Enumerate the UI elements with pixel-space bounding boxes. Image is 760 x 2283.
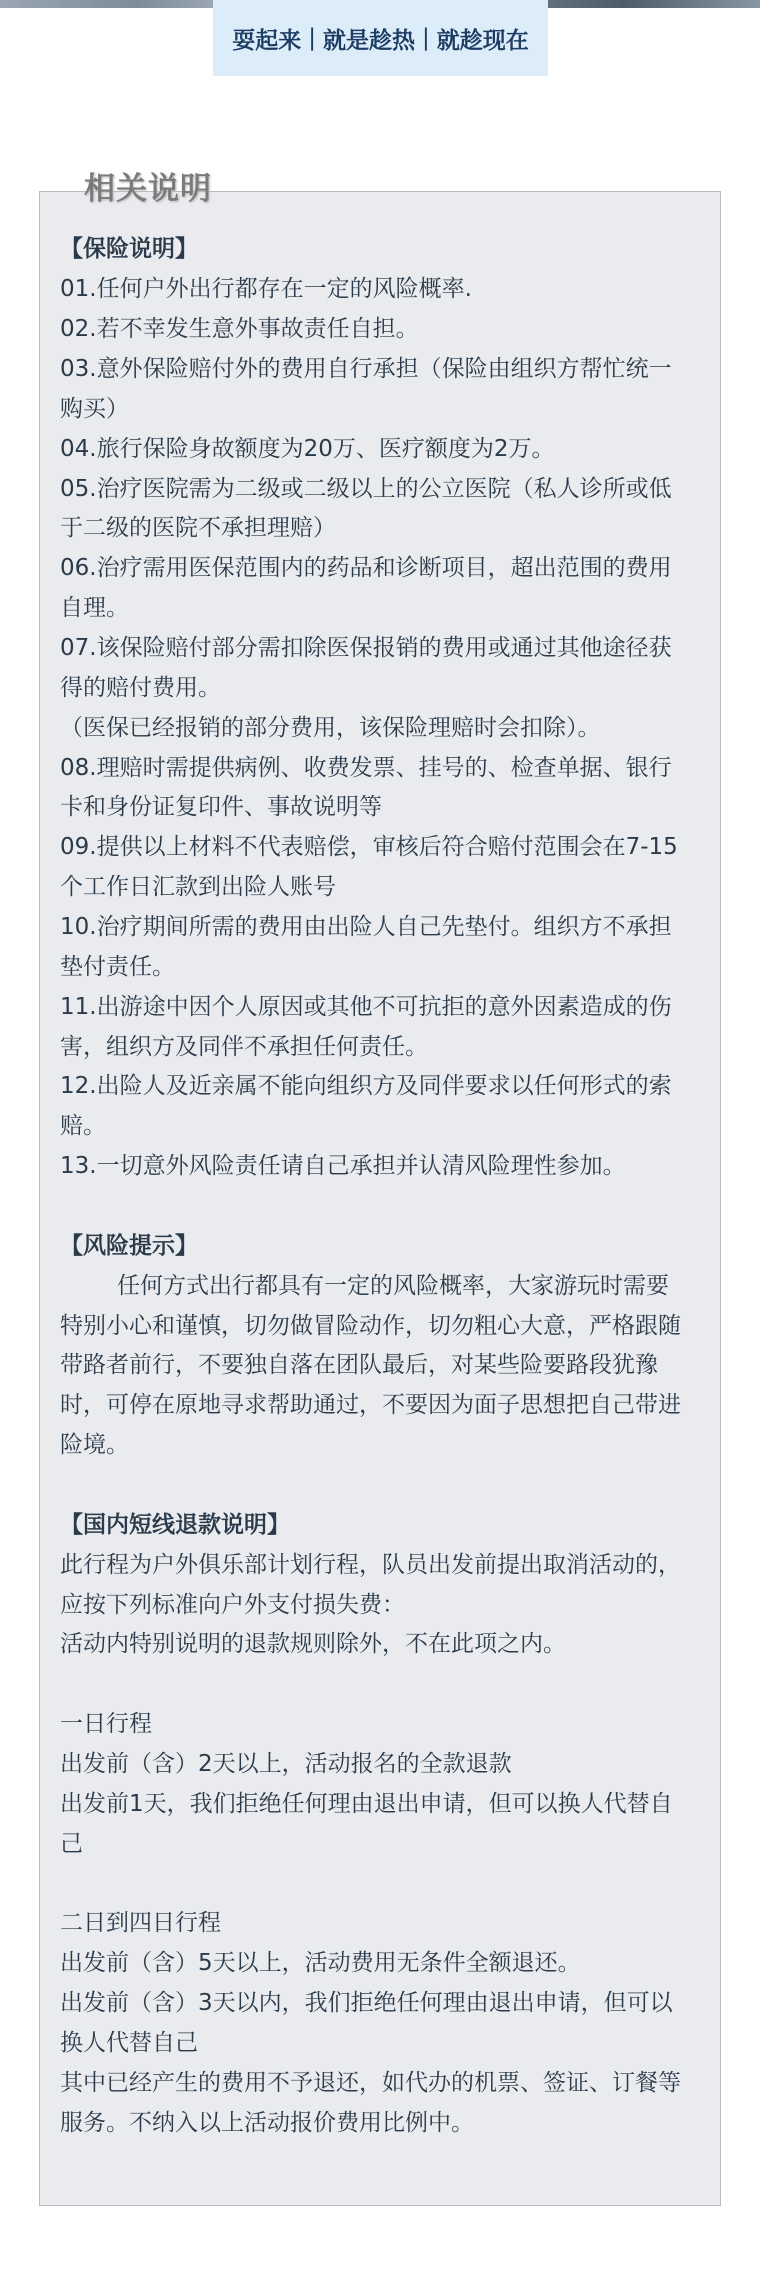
one-day-trip-rules xyxy=(60,1705,720,1864)
insurance-item-line: 10.治疗期间所需的费用由出险人自己先垫付。组织方不承担 xyxy=(60,914,672,940)
insurance-item-line: 12.出险人及近亲属不能向组织方及同伴要求以任何形式的索 xyxy=(60,1073,672,1100)
insurance-item xyxy=(60,350,720,430)
insurance-item xyxy=(60,1147,720,1187)
slogan-part: 就趁现在 xyxy=(436,27,529,54)
slogan-separator: | xyxy=(422,25,430,51)
refund-intro-line: 活动内特别说明的退款规则除外，不在此项之内。 xyxy=(60,1631,566,1658)
risk-section xyxy=(60,1227,720,1466)
insurance-item-line: 卡和身份证复印件、事故说明等 xyxy=(60,794,382,821)
multi-day-trip-rules xyxy=(60,1904,720,2143)
insurance-item-line: 04.旅行保险身故额度为20万、医疗额度为2万。 xyxy=(60,435,555,462)
insurance-item-line: 01.任何户外出行都存在一定的风险概率. xyxy=(60,276,472,303)
notes-title: 相关说明 xyxy=(84,171,212,207)
insurance-item-line: 13.一切意外风险责任请自己承担并认清风险理性参加。 xyxy=(60,1153,626,1180)
multi-day-trip-line: 服务。不纳入以上活动报价费用比例中。 xyxy=(60,2109,474,2136)
insurance-item xyxy=(60,629,720,749)
risk-line: 时，可停在原地寻求帮助通过，不要因为面子思想把自己带进 xyxy=(60,1392,681,1419)
insurance-heading: 【保险说明】 xyxy=(60,236,198,263)
multi-day-trip-line: 出发前（含）3天以内，我们拒绝任何理由退出申请，但可以 xyxy=(60,1990,673,2017)
insurance-item xyxy=(60,908,720,988)
one-day-trip-title: 一日行程 xyxy=(60,1711,152,1738)
insurance-item-line: 06.治疗需用医保范围内的药品和诊断项目，超出范围的费用 xyxy=(60,555,672,582)
one-day-trip-line: 出发前1天，我们拒绝任何理由退出申请，但可以换人代替自 xyxy=(60,1790,673,1817)
refund-intro-line: 此行程为户外俱乐部计划行程，队员出发前提出取消活动的， xyxy=(60,1551,681,1578)
insurance-item-line: 11.出游途中因个人原因或其他不可抗拒的意外因素造成的伤 xyxy=(60,993,672,1020)
insurance-item xyxy=(60,549,720,629)
insurance-item xyxy=(60,470,720,550)
slogan-part: 就是趁热 xyxy=(323,27,415,54)
risk-heading: 【风险提示】 xyxy=(60,1232,198,1259)
insurance-item xyxy=(60,1067,720,1147)
risk-line: 特别小心和谨慎，切勿做冒险动作，切勿粗心大意，严格跟随 xyxy=(60,1312,681,1339)
insurance-item xyxy=(60,828,720,908)
insurance-item-line: 08.理赔时需提供病例、收费发票、挂号的、检查单据、银行 xyxy=(60,754,672,781)
one-day-trip-line: 己 xyxy=(60,1830,83,1857)
insurance-item-line: （医保已经报销的部分费用，该保险理赔时会扣除）。 xyxy=(60,714,601,741)
multi-day-trip-line: 其中已经产生的费用不予退还，如代办的机票、签证、订餐等 xyxy=(60,2069,681,2096)
insurance-item xyxy=(60,988,720,1068)
insurance-item-line: 03.意外保险赔付外的费用自行承担（保险由组织方帮忙统一 xyxy=(60,355,672,382)
insurance-item-line: 05.治疗医院需为二级或二级以上的公立医院（私人诊所或低 xyxy=(60,475,672,502)
insurance-item-line: 07.该保险赔付部分需扣除医保报销的费用或通过其他途径获 xyxy=(60,634,672,661)
slogan-part: 耍起来 xyxy=(232,27,302,54)
multi-day-trip-line: 换人代替自己 xyxy=(60,2030,198,2057)
slogan-separator: | xyxy=(308,25,316,51)
insurance-item-line: 赔。 xyxy=(60,1113,106,1140)
insurance-item xyxy=(60,430,720,470)
insurance-item-line: 得的赔付费用。 xyxy=(60,674,221,701)
insurance-item-line: 购买） xyxy=(60,395,129,422)
refund-intro xyxy=(60,1546,720,1666)
risk-line: 任何方式出行都具有一定的风险概率，大家游玩时需要 xyxy=(117,1272,669,1299)
insurance-item xyxy=(60,270,720,310)
insurance-item-line: 于二级的医院不承担理赔） xyxy=(60,515,336,542)
insurance-item-line: 垫付责任。 xyxy=(60,953,175,980)
insurance-section xyxy=(60,230,720,1187)
risk-line: 带路者前行，不要独自落在团队最后，对某些险要路段犹豫 xyxy=(60,1352,658,1379)
insurance-item-line: 个工作日汇款到出险人账号 xyxy=(60,874,336,901)
insurance-item-line: 09.提供以上材料不代表赔偿，审核后符合赔付范围会在7-15 xyxy=(60,834,678,861)
insurance-item xyxy=(60,749,720,829)
insurance-item-line: 自理。 xyxy=(60,595,129,622)
one-day-trip-line: 出发前（含）2天以上，活动报名的全款退款 xyxy=(60,1751,512,1778)
insurance-item xyxy=(60,310,720,350)
multi-day-trip-line: 出发前（含）5天以上，活动费用无条件全额退还。 xyxy=(60,1950,581,1977)
insurance-item-line: 02.若不幸发生意外事故责任自担。 xyxy=(60,316,419,343)
risk-paragraph xyxy=(60,1267,720,1466)
refund-intro-line: 应按下列标准向户外支付损失费： xyxy=(60,1591,405,1618)
notes-box xyxy=(39,191,721,2206)
refund-section xyxy=(60,1506,720,2144)
risk-line: 险境。 xyxy=(60,1432,129,1459)
multi-day-trip-title: 二日到四日行程 xyxy=(60,1910,221,1937)
refund-heading: 【国内短线退款说明】 xyxy=(60,1511,290,1538)
insurance-item-line: 害，组织方及同伴不承担任何责任。 xyxy=(60,1033,428,1060)
slogan-banner xyxy=(213,0,548,76)
